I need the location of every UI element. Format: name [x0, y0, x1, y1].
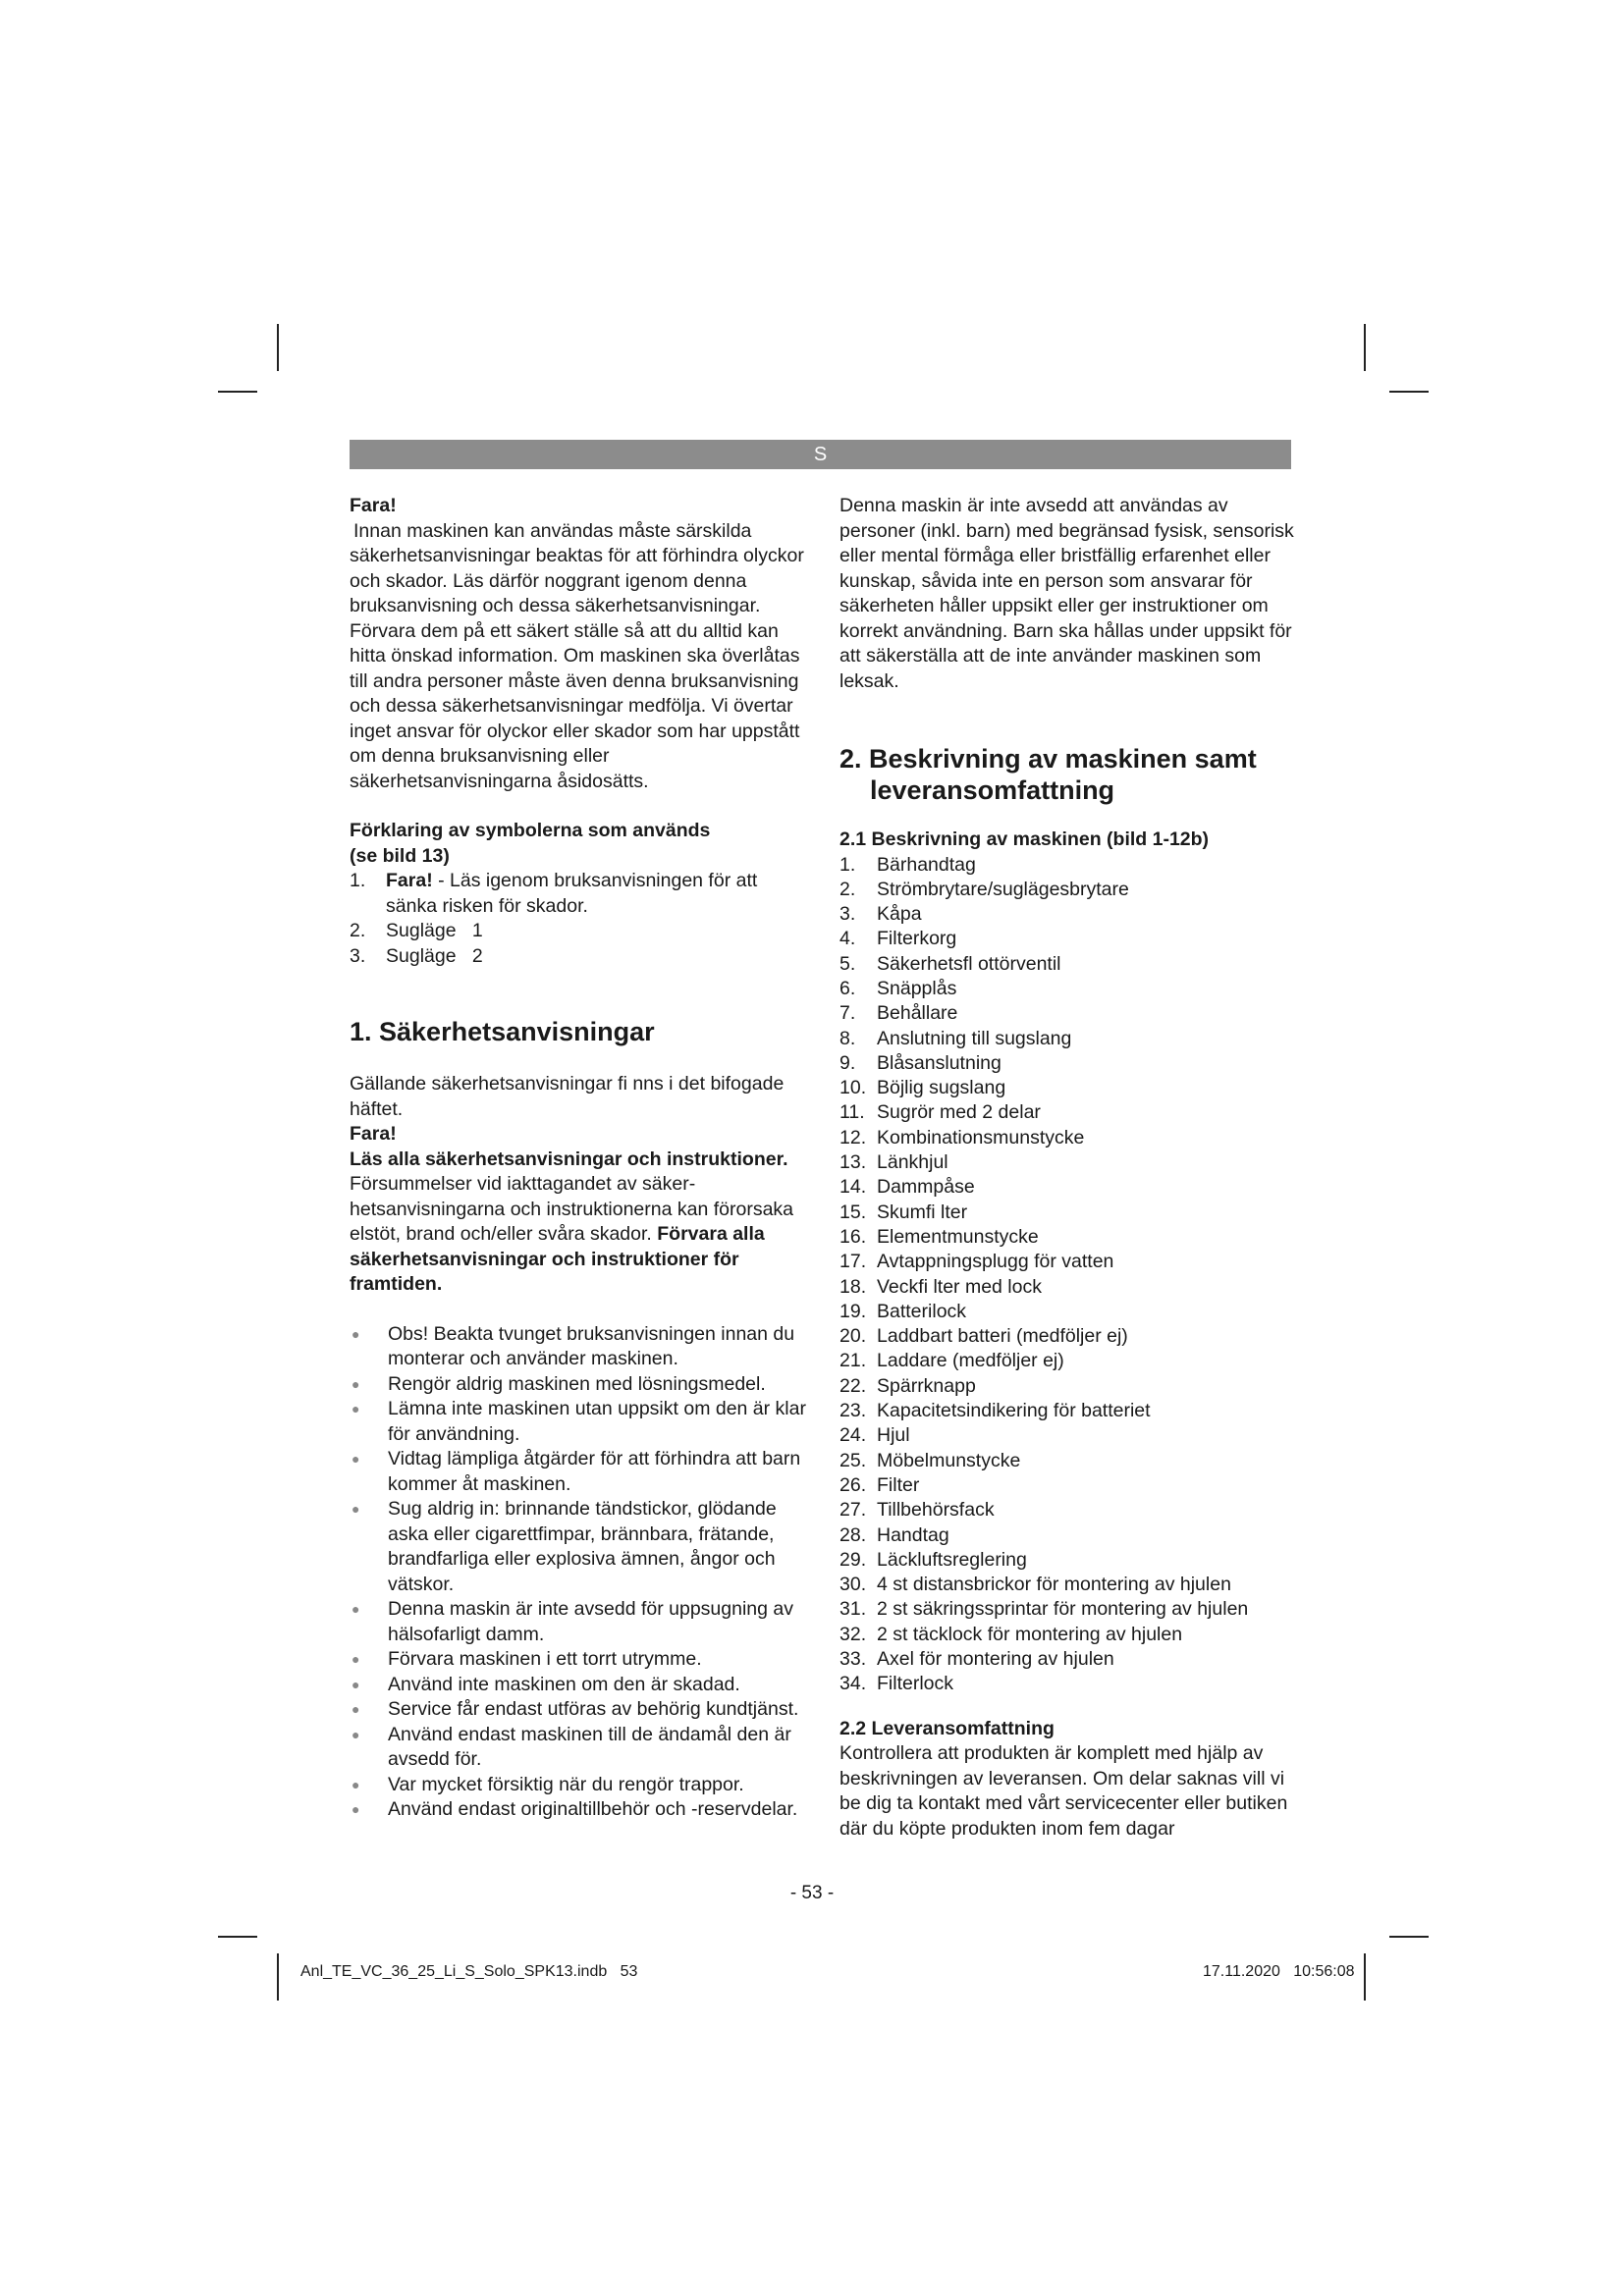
crop-mark: [218, 1936, 257, 1938]
usage-restriction-text: Denna maskin är inte avsedd att användas av personer (inkl. barn) med begränsad fysisk, sensorisk eller mental förmåga eller bristfällig erfarenhet eller kunskap, såvida inte en person som ansvarar för säkerheten håller uppsikt eller ger instruktioner om korrekt användning. Barn ska hållas under uppsikt för att säkerställa att de inte använder maskinen som leksak.: [839, 495, 1294, 692]
general-safety-text: Gällande säkerhetsanvisningar fi nns i det bifogade häftet.: [350, 1073, 785, 1120]
list-item: 15. Skumfi lter: [839, 1201, 968, 1223]
list-item: 26. Filter: [839, 1473, 920, 1496]
list-item: ● Vidtag lämpliga åtgärder för att förhindra att barn kommer åt maskinen.: [350, 1447, 811, 1497]
list-item: 5. Säkerhetsfl ottörventil: [839, 952, 1061, 975]
bullet-icon: ●: [352, 1801, 360, 1817]
list-item: 33. Axel för montering av hjulen: [839, 1648, 1114, 1670]
list-item: ● Service får endast utföras av behörig kundtjänst.: [350, 1697, 811, 1723]
bullet-icon: ●: [352, 1651, 360, 1667]
list-item: 10. Böjlig sugslang: [839, 1077, 1006, 1099]
parts-list: [839, 853, 1301, 1697]
list-item: 28. Handtag: [839, 1523, 949, 1546]
symbols-title: Förklaring av symbolerna som används (se bild 13): [350, 820, 711, 867]
list-item: 24. Hjul: [839, 1424, 910, 1447]
list-item: 17. Avtappningsplugg för vatten: [839, 1251, 1114, 1273]
list-item: 21. Laddare (medföljer ej): [839, 1350, 1064, 1372]
symbols-list: [350, 869, 811, 969]
list-item: 16. Elementmunstycke: [839, 1225, 1039, 1248]
list-item: 6. Snäpplås: [839, 977, 957, 999]
list-item: 23. Kapacitetsindikering för batteriet: [839, 1400, 1151, 1422]
crop-mark: [1389, 1936, 1429, 1938]
list-item: 29. Läckluftsreglering: [839, 1548, 1027, 1571]
list-item: 30. 4 st distansbrickor för montering av hjulen: [839, 1574, 1231, 1596]
list-item: ● Obs! Beakta tvunget bruksanvisningen innan du monterar och använder maskinen.: [350, 1322, 811, 1372]
read-all-paragraph: Läs alla säkerhetsanvisningar och instruktioner. Försummelser vid iakttagandet av säkerhetsanvisningarna och instruktionerna kan förorsaka elstöt, brand och/eller svåra skador. Förvara alla säkerhetsanvisningar och instruktioner för framtiden.: [350, 1148, 794, 1295]
bullet-icon: ●: [352, 1501, 360, 1517]
list-item: 3. Kåpa: [839, 903, 922, 926]
list-item: 8. Anslutning till sugslang: [839, 1027, 1072, 1049]
delivery-text: Kontrollera att produkten är komplett med hjälp av beskrivningen av leveransen. Om delar saknas vill vi be dig ta kontakt med vårt servicecenter eller butiken där du köpte produkten inom fem dagar: [839, 1742, 1288, 1840]
list-item: 3. Sugläge 2: [350, 944, 483, 967]
list-item: ● Var mycket försiktig när du rengör trappor.: [350, 1773, 811, 1798]
bullet-icon: ●: [352, 1701, 360, 1717]
bullet-icon: ●: [352, 1401, 360, 1416]
list-item: 1. Bärhandtag: [839, 853, 976, 876]
bullet-icon: ●: [352, 1375, 360, 1392]
left-column: [350, 494, 811, 1823]
list-item: 19. Batterilock: [839, 1300, 967, 1322]
crop-mark: [1364, 324, 1366, 371]
list-item: 31. 2 st säkringssprintar för montering av hjulen: [839, 1598, 1249, 1621]
bullet-icon: ●: [352, 1601, 360, 1617]
right-column: [839, 494, 1301, 1842]
bullet-icon: ●: [352, 1451, 360, 1467]
list-item: 13. Länkhjul: [839, 1151, 948, 1174]
list-item: ● Denna maskin är inte avsedd för uppsugning av hälsofarligt damm.: [350, 1597, 811, 1647]
crop-mark: [277, 1953, 279, 2001]
crop-mark: [277, 324, 279, 371]
list-item: ● Förvara maskinen i ett torrt utrymme.: [350, 1647, 811, 1673]
safety-bullet-list: [350, 1322, 811, 1823]
list-item: ● Använd inte maskinen om den är skadad.: [350, 1673, 811, 1698]
list-item: 34. Filterlock: [839, 1673, 954, 1695]
list-item: 11. Sugrör med 2 delar: [839, 1101, 1041, 1124]
crop-mark: [1364, 1953, 1366, 2001]
print-timestamp: 17.11.2020 10:56:08: [1203, 1963, 1355, 1980]
list-item: 12. Kombinationsmunstycke: [839, 1126, 1085, 1148]
list-item: 2. Strömbrytare/suglägesbrytare: [839, 878, 1129, 900]
list-item: ● Sug aldrig in: brinnande tändstickor, glödande aska eller cigarettfimpar, brännbara, frätande, brandfarliga eller explosiva ämnen, ångor och vätskor.: [350, 1497, 811, 1597]
crop-mark: [218, 391, 257, 393]
list-item: 25. Möbelmunstycke: [839, 1449, 1021, 1471]
page-number: - 53 -: [789, 1883, 835, 1903]
subsection-2-1-title: 2.1 Beskrivning av maskinen (bild 1-12b): [839, 828, 1210, 850]
bullet-icon: ●: [352, 1726, 360, 1742]
list-item: 2. Sugläge 1: [350, 920, 483, 941]
bullet-icon: ●: [352, 1325, 360, 1342]
list-item: 14. Dammpåse: [839, 1176, 975, 1199]
bullet-icon: ●: [352, 1776, 360, 1792]
list-item: 27. Tillbehörsfack: [839, 1499, 995, 1522]
bullet-icon: ●: [352, 1676, 360, 1692]
list-item: 9. Blåsanslutning: [839, 1051, 1001, 1074]
list-item: ● Använd endast originaltillbehör och -reservdelar.: [350, 1797, 811, 1823]
warning-text: Innan maskinen kan användas måste särskilda säkerhetsanvisningar beaktas för att förhindra olyckor och skador. Läs därför noggrant igenom denna bruksanvisning och dessa säkerhetsanvisningar. Förvara dem på ett säkert ställe så att du alltid kan hitta önskad information. Om maskinen ska överlåtas till andra personer måste även denna bruksanvisning och dessa säkerhetsanvisningar medfölja. Vi övertar inget ansvar för olyckor eller skador som har uppstått om denna bruksanvisning eller säkerhetsanvisningarna åsidosätts.: [350, 519, 804, 792]
warning2-title: Fara!: [350, 1123, 397, 1145]
list-item: 18. Veckfi lter med lock: [839, 1275, 1042, 1298]
list-item: 7. Behållare: [839, 1002, 958, 1025]
warning-title: Fara!: [350, 495, 397, 516]
list-item: 20. Laddbart batteri (medföljer ej): [839, 1325, 1128, 1348]
list-item: ● Lämna inte maskinen utan uppsikt om den är klar för användning.: [350, 1397, 811, 1447]
list-item: 22. Spärrknapp: [839, 1374, 976, 1397]
file-info: Anl_TE_VC_36_25_Li_S_Solo_SPK13.indb 53: [300, 1963, 638, 1980]
list-item: 4. Filterkorg: [839, 928, 957, 950]
section-letter: S: [813, 444, 828, 465]
list-item: ● Rengör aldrig maskinen med lösningsmedel.: [350, 1372, 811, 1398]
list-item: 1. Fara! - Läs igenom bruksanvisningen för att sänka risken för skador.: [350, 870, 758, 917]
section-header-bar: [350, 440, 1291, 469]
subsection-2-2-title: 2.2 Leveransomfattning: [839, 1717, 1055, 1739]
section1-heading: 1. Säkerhetsanvisningar: [350, 1017, 655, 1046]
section2-heading: 2. Beskrivning av maskinen samt leveransomfattning: [839, 744, 1257, 805]
list-item: ● Använd endast maskinen till de ändamål den är avsedd för.: [350, 1723, 811, 1773]
list-item: 32. 2 st täcklock för montering av hjulen: [839, 1623, 1183, 1645]
crop-mark: [1389, 391, 1429, 393]
